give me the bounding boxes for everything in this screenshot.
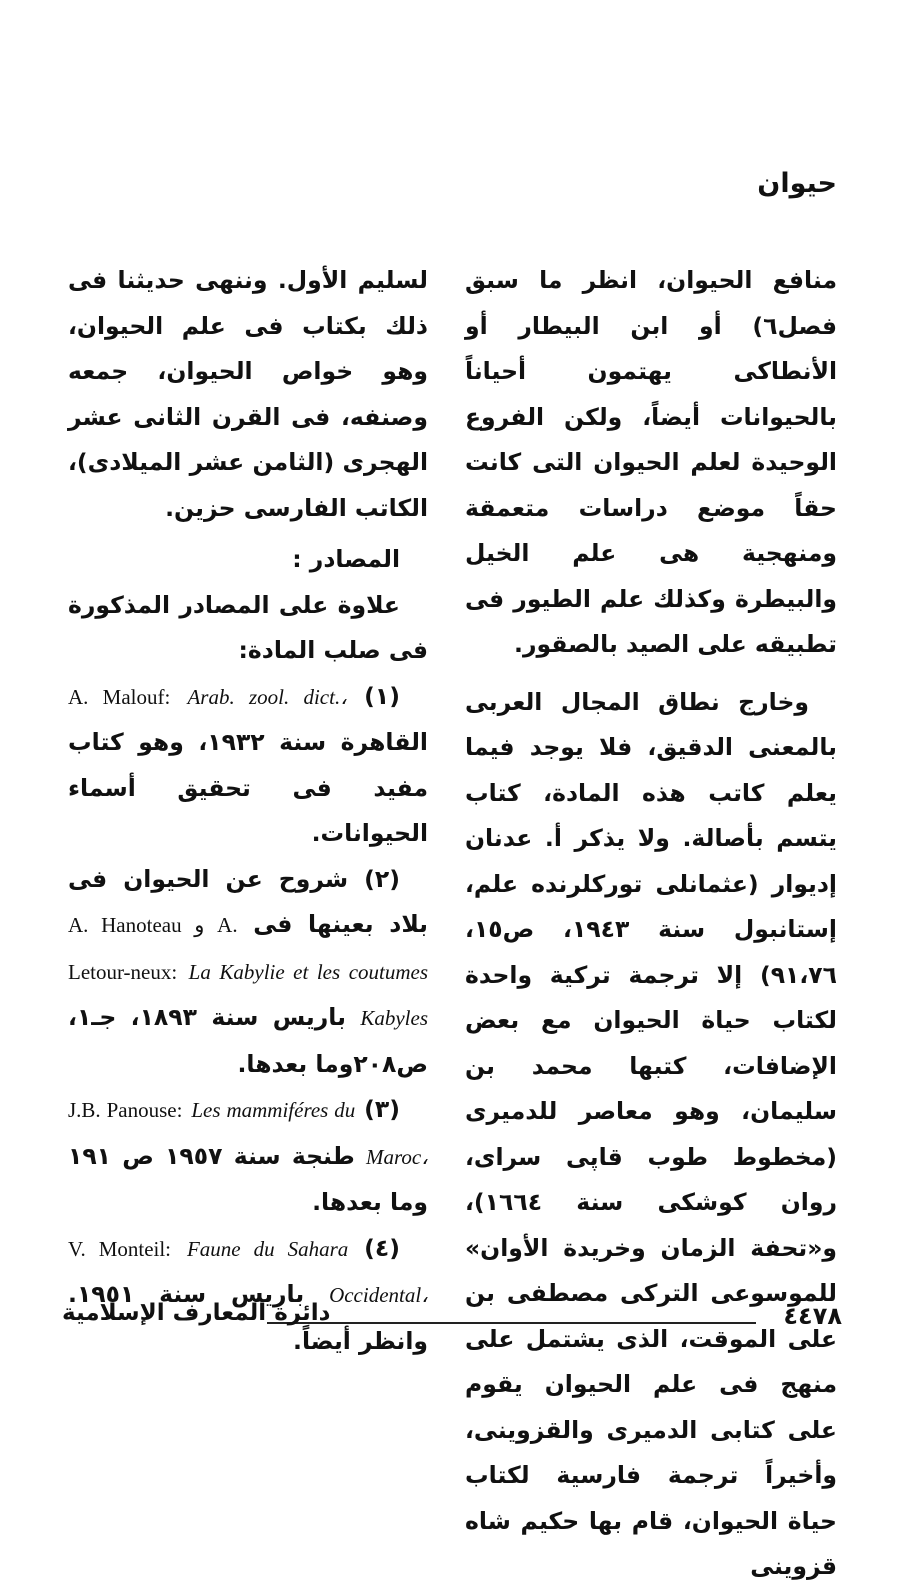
source-description: شروح عن الحيوان فى بلاد بعينها فى	[68, 864, 428, 938]
source-number: (٢)	[364, 864, 401, 893]
running-header-title: حيوان	[757, 168, 837, 199]
source-title: Les mammiféres du Maroc،	[191, 1098, 429, 1169]
left-column	[68, 258, 428, 1364]
source-publication: القاهرة سنة ١٩٣٢، وهو كتاب مفيد فى تحقيق أسماء الحيوانات.	[68, 728, 428, 847]
source-entry	[68, 857, 428, 1088]
publication-name: دائرة المعارف الإسلامية	[62, 1300, 331, 1326]
sources-heading: المصادر :	[292, 545, 400, 573]
source-entry	[68, 1087, 428, 1226]
paragraph: لسليم الأول. وننهى حديثنا فى ذلك بكتاب فى علم الحيوان، وهو خواص الحيوان، جمعه وصنفه، فى القرن الثانى عشر الهجرى (الثامن عشر الميلادى)، الكاتب الفارسى حزين.	[68, 266, 428, 522]
source-entry	[68, 674, 428, 857]
paragraph: وخارج نطاق المجال العربى بالمعنى الدقيق، فلا يوجد فيما يعلم كاتب هذه المادة، كتاب يتسم بأصالة. ولا يذكر أ. عدنان إديوار (عثمانلى توركلرنده علم، إستانبول سنة ١٩٤٣، ص١٥، ٩١،٧٦) إلا ترجمة تركية واحدة لكتاب حياة الحيوان مع بعض الإضافات، كتبها محمد بن سليمان، وهو معاصر للدميرى (مخطوط طوب قاپى سراى، روان كوشكى سنة ١٦٦٤)، و«تحفة الزمان وخريدة الأوان» للموسوعى التركى مصطفى بن على الموقت، الذى يشتمل على منهج فى علم الحيوان يقوم على كتابى الدميرى والقزوينى، وأخيراً ترجمة فارسية لكتاب حياة الحيوان، قام بها حكيم شاه قزوينى	[465, 687, 837, 1580]
page-number: ٤٤٧٨	[783, 1302, 842, 1330]
paragraph: منافع الحيوان، انظر ما سبق فصل٦) أو ابن البيطار أو الأنطاكى يهتمون أحياناً بالحيوانات أيضاً، ولكن الفروع الوحيدة لعلم الحيوان التى كانت حقاً موضع دراسات متعمقة ومنهجية هى علم الخيل والبيطرة وكذلك علم الطيور فى تطبيقه على الصيد بالصقور.	[465, 266, 837, 658]
source-author: V. Monteil:	[68, 1236, 172, 1261]
source-author: J.B. Panouse:	[68, 1098, 183, 1122]
sources-intro: علاوة على المصادر المذكورة فى صلب المادة:	[68, 590, 428, 664]
source-number: (٣)	[364, 1095, 401, 1123]
right-column	[465, 258, 837, 1590]
source-entry	[68, 1226, 428, 1365]
source-author: A. Hanoteau و A. Letour-neux:	[68, 913, 238, 984]
source-author: A. Malouf:	[68, 684, 171, 709]
source-title: Arab. zool. dict.،	[187, 684, 347, 709]
source-number: (١)	[364, 681, 400, 710]
footer-rule	[267, 1322, 756, 1324]
source-title: La Kabylie et les coutumes Kabyles	[188, 959, 429, 1030]
page-footer	[62, 1300, 842, 1340]
source-publication: باريس سنة ١٨٩٣، جـ١، ص٢٠٨وما بعدها.	[68, 1003, 428, 1078]
source-title: Faune du Sahara Occidental،	[186, 1236, 428, 1307]
source-publication: باريس سنة ١٩٥١. وانظر أيضاً.	[68, 1280, 428, 1355]
source-publication: طنجة سنة ١٩٥٧ ص ١٩١ وما بعدها.	[68, 1141, 428, 1216]
source-number: (٤)	[364, 1233, 401, 1262]
